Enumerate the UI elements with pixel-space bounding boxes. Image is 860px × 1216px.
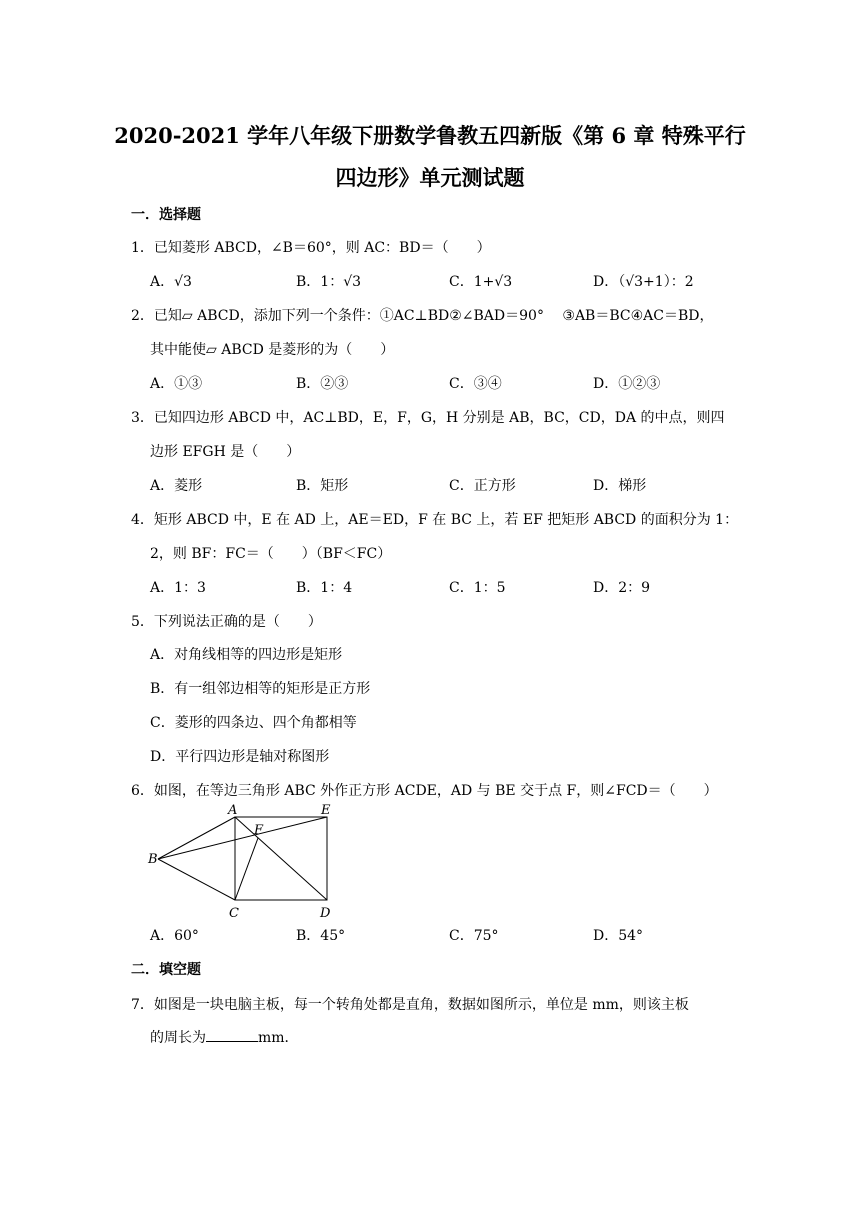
page-title-line2: 四边形》单元测试题 — [335, 165, 525, 190]
q6-option-d: D．54° — [593, 928, 644, 944]
segment-ad — [235, 817, 327, 900]
q5-option-a: A．对角线相等的四边形是矩形 — [150, 647, 343, 663]
q3-stem-line2: 边形 EFGH 是（ ） — [150, 444, 301, 460]
q5-stem: 5．下列说法正确的是（ ） — [131, 614, 322, 630]
label-b: B — [148, 852, 158, 867]
q3-option-c: C．正方形 — [449, 478, 516, 494]
q4-stem-line1: 4．矩形 ABCD 中，E 在 AD 上，AE＝ED，F 在 BC 上，若 EF 把矩形 ABCD 的面积分为 1： — [131, 512, 739, 528]
q4-option-d: D．2：9 — [593, 580, 651, 596]
q7-stem-line1: 7．如图是一块电脑主板，每一个转角处都是直角，数据如图所示，单位是 mm，则该主板 — [131, 997, 689, 1013]
q2-option-d: D．①②③ — [593, 376, 661, 392]
q6-option-b: B．45° — [296, 928, 346, 944]
q3-option-a: A．菱形 — [150, 478, 203, 494]
q7-prefix: 的周长为 — [150, 1030, 206, 1046]
q2-option-c: C．③④ — [449, 376, 502, 392]
label-d: D — [320, 906, 331, 921]
q7-suffix: mm． — [258, 1030, 299, 1046]
q1-option-b: B．1：√3 — [296, 274, 362, 290]
section-choice-heading: 一．选择题 — [131, 207, 201, 223]
q4-option-b: B．1：4 — [296, 580, 353, 596]
q5-option-b: B．有一组邻边相等的矩形是正方形 — [150, 681, 371, 697]
q7-stem-line2 — [150, 1027, 299, 1047]
q4-option-a: A．1：3 — [150, 580, 206, 596]
segment-ba — [158, 817, 235, 859]
section-fill-heading: 二．填空题 — [131, 962, 201, 978]
segment-bc — [158, 859, 235, 900]
q3-stem-line1: 3．已知四边形 ABCD 中，AC⊥BD，E，F，G，H 分别是 AB，BC，CD，DA 的中点，则四 — [131, 410, 725, 426]
q4-stem-line2: 2，则 BF：FC＝（ ）（BF＜FC） — [150, 546, 392, 562]
q5-option-d: D．平行四边形是轴对称图形 — [150, 749, 330, 765]
q1-option-d: D．（√3+1）：2 — [593, 274, 694, 290]
q4-option-c: C．1：5 — [449, 580, 506, 596]
q6-figure — [146, 800, 346, 922]
q1-stem: 1．已知菱形 ABCD，∠B＝60°，则 AC：BD＝（ ） — [131, 240, 491, 256]
q2-option-a: A．①③ — [150, 376, 203, 392]
label-e: E — [321, 803, 331, 818]
q7-answer-blank[interactable] — [206, 1027, 258, 1042]
q1-option-a: A．√3 — [150, 274, 192, 290]
q3-option-b: B．矩形 — [296, 478, 349, 494]
page-title-line1: 2020-2021 学年八年级下册数学鲁教五四新版《第 6 章 特殊平行 — [114, 123, 746, 148]
label-a: A — [228, 803, 238, 818]
q5-option-c: C．菱形的四条边、四个角都相等 — [150, 715, 357, 731]
q1-option-c: C．1+√3 — [449, 274, 513, 290]
q3-option-d: D．梯形 — [593, 478, 647, 494]
q6-option-c: C．75° — [449, 928, 499, 944]
q2-option-b: B．②③ — [296, 376, 349, 392]
q6-option-a: A．60° — [150, 928, 199, 944]
q2-stem-line2: 其中能使▱ ABCD 是菱形的为（ ） — [150, 342, 395, 358]
segment-cf — [235, 838, 258, 900]
label-f: F — [254, 823, 264, 838]
label-c: C — [229, 906, 239, 921]
q6-stem: 6．如图，在等边三角形 ABC 外作正方形 ACDE，AD 与 BE 交于点 F，则∠FCD＝（ ） — [131, 783, 718, 799]
q2-stem-line1: 2．已知▱ ABCD，添加下列一个条件：①AC⊥BD②∠BAD＝90° ③AB＝BC④AC＝BD， — [131, 308, 714, 324]
